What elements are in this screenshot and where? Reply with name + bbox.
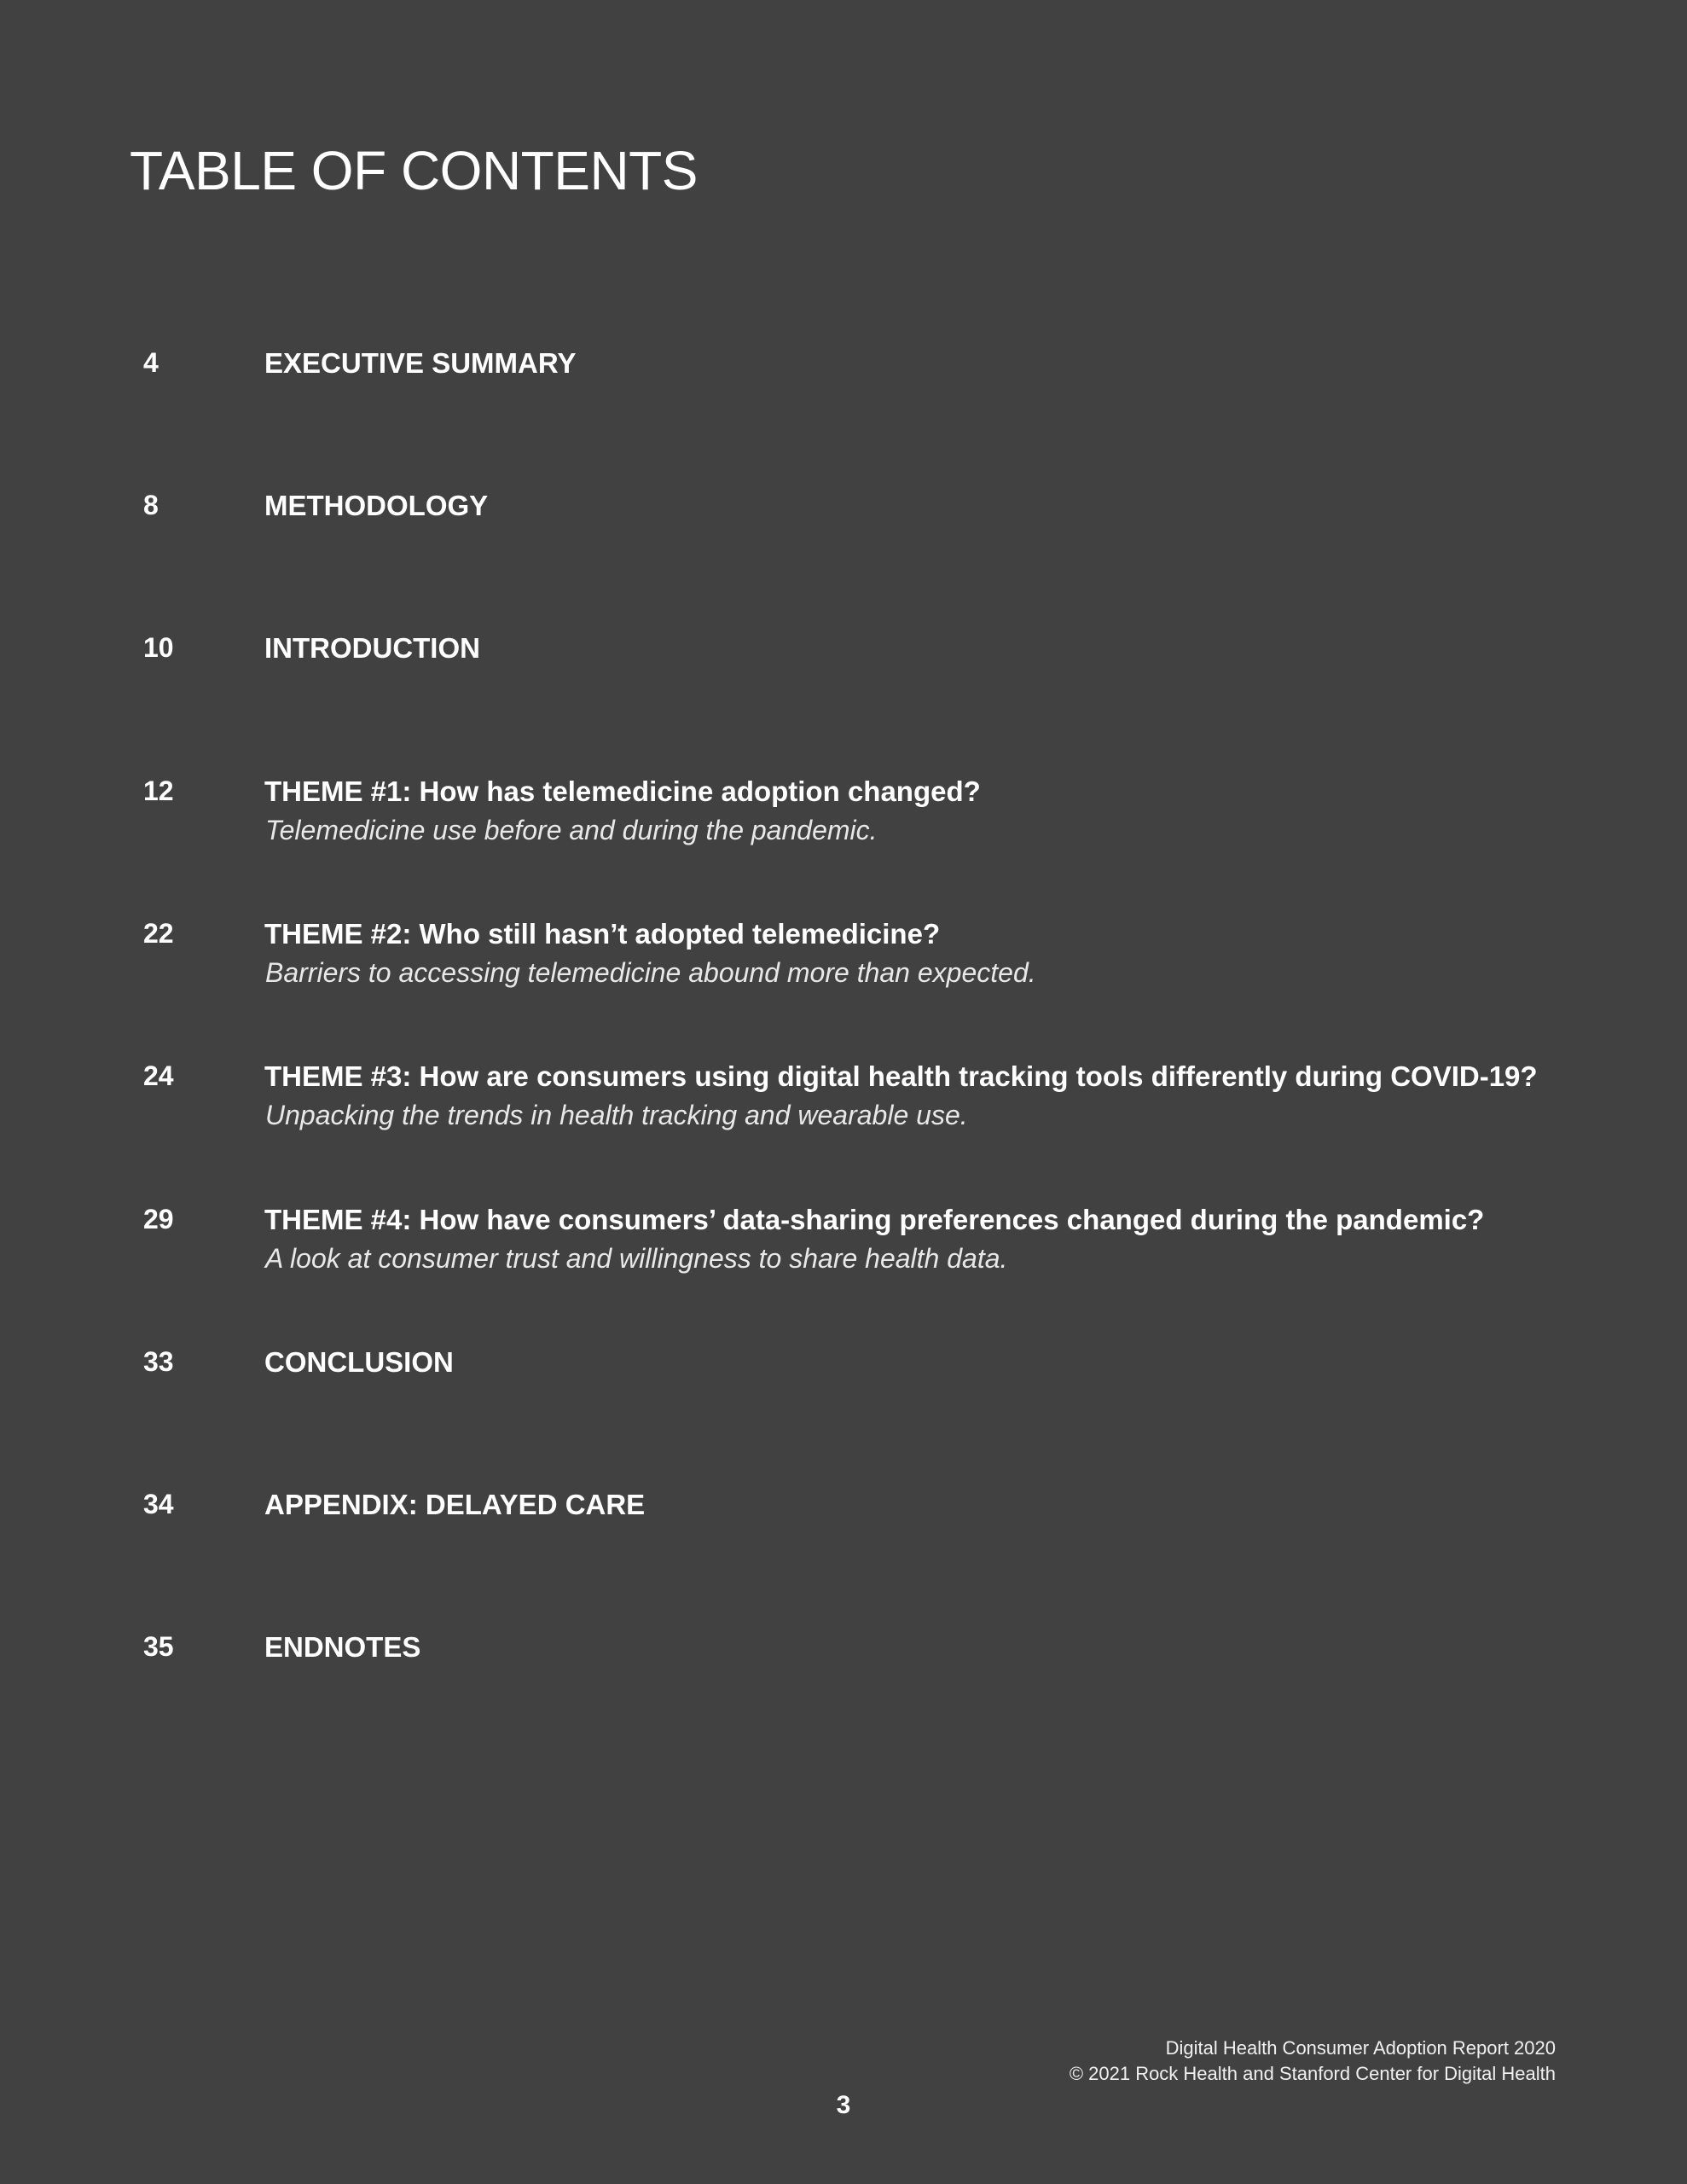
toc-entry-title: THEME #3: How are consumers using digital health tracking tools differently during COVID-19?: [264, 1060, 1538, 1092]
toc-page-number: 10: [143, 632, 174, 663]
toc-page-number: 29: [143, 1204, 174, 1234]
toc-page-number: 22: [143, 918, 174, 949]
toc-entry-title: APPENDIX: DELAYED CARE: [264, 1489, 646, 1520]
toc-page-number: 35: [143, 1631, 174, 1662]
toc-entry-title: THEME #1: How has telemedicine adoption changed?: [264, 775, 981, 807]
page-number: 3: [836, 2091, 851, 2119]
toc-entry-title: EXECUTIVE SUMMARY: [264, 347, 577, 379]
toc-entry-subtitle: Unpacking the trends in health tracking and wearable use.: [265, 1100, 968, 1130]
toc-entry-subtitle: A look at consumer trust and willingness to share health data.: [265, 1243, 1008, 1274]
toc-entry-title: CONCLUSION: [264, 1346, 454, 1378]
toc-entry-subtitle: Telemedicine use before and during the pandemic.: [265, 815, 878, 845]
page-title: TABLE OF CONTENTS: [130, 140, 698, 201]
toc-page-number: 24: [143, 1060, 174, 1091]
toc-entry-title: THEME #4: How have consumers’ data-sharing preferences changed during the pandemic?: [264, 1204, 1485, 1235]
toc-page-number: 12: [143, 775, 174, 806]
footer-report-name: Digital Health Consumer Adoption Report 2020: [1165, 2037, 1556, 2059]
toc-page-number: 8: [143, 490, 159, 520]
toc-entry-title: METHODOLOGY: [264, 490, 489, 521]
toc-page-number: 34: [143, 1489, 174, 1519]
toc-page-number: 33: [143, 1346, 174, 1377]
footer-copyright: © 2021 Rock Health and Stanford Center for Digital Health: [1069, 2063, 1556, 2084]
toc-entry-title: ENDNOTES: [264, 1631, 421, 1663]
toc-page-number: 4: [143, 347, 159, 378]
toc-entry-title: INTRODUCTION: [264, 632, 480, 664]
toc-entry-subtitle: Barriers to accessing telemedicine abound more than expected.: [265, 957, 1036, 988]
toc-entry-title: THEME #2: Who still hasn’t adopted telemedicine?: [264, 918, 941, 950]
